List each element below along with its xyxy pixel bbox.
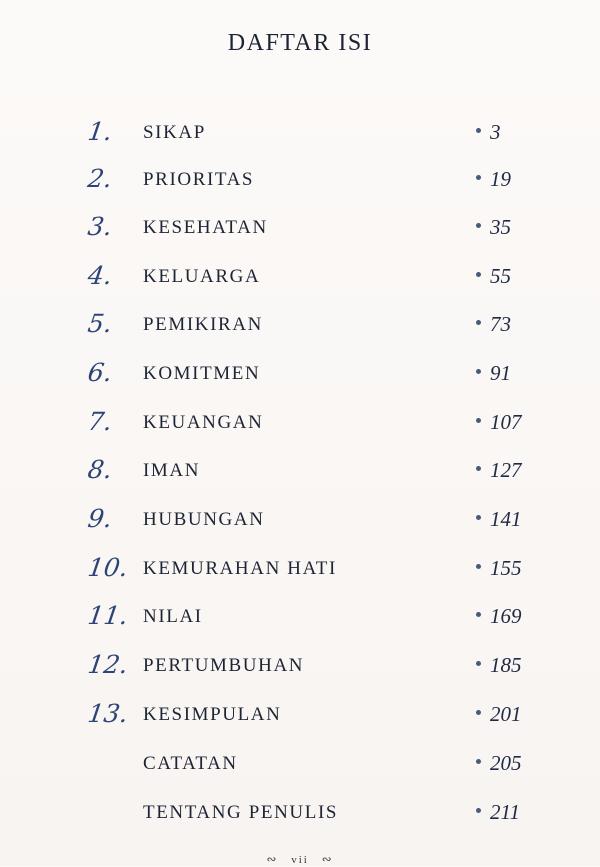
entry-label: KESEHATAN xyxy=(143,217,268,238)
entry-number: 5. xyxy=(86,309,114,338)
entry-page-number: 141 xyxy=(490,507,522,531)
toc-entry-8 xyxy=(0,454,600,494)
entry-number: 4. xyxy=(86,261,114,290)
toc-entry-tentang-penulis xyxy=(0,796,600,836)
entry-label: IMAN xyxy=(143,460,201,481)
bullet-dot-icon xyxy=(476,369,481,374)
toc-entry-5 xyxy=(0,308,600,348)
entry-page-number: 155 xyxy=(490,556,522,580)
entry-label: PERTUMBUHAN xyxy=(143,655,305,676)
toc-entry-2 xyxy=(0,163,600,203)
bullet-dot-icon xyxy=(476,564,481,569)
bullet-dot-icon xyxy=(476,710,481,715)
flourish-right-icon: ∾ xyxy=(321,852,334,866)
toc-entry-3 xyxy=(0,211,600,251)
toc-entry-11 xyxy=(0,600,600,640)
bullet-dot-icon xyxy=(476,808,481,813)
bullet-dot-icon xyxy=(476,223,481,228)
entry-page-number: 35 xyxy=(490,215,511,239)
entry-label: KOMITMEN xyxy=(143,363,261,384)
page-footer xyxy=(0,852,600,867)
toc-entry-7 xyxy=(0,406,600,446)
entry-label: KELUARGA xyxy=(143,266,261,287)
entry-page-number: 211 xyxy=(490,800,520,824)
entry-page-number: 201 xyxy=(490,702,522,726)
entry-number: 12. xyxy=(86,650,130,679)
toc-entry-12 xyxy=(0,649,600,689)
toc-entry-10 xyxy=(0,552,600,592)
toc-entry-catatan xyxy=(0,747,600,787)
toc-entry-1 xyxy=(0,116,600,156)
entry-label: HUBUNGAN xyxy=(143,509,265,530)
page-title: DAFTAR ISI xyxy=(227,30,373,56)
entry-page-number: 55 xyxy=(490,264,511,288)
entry-page-number: 19 xyxy=(490,167,511,191)
entry-label: PEMIKIRAN xyxy=(143,314,263,335)
entry-label: PRIORITAS xyxy=(143,169,255,190)
entry-label: KESIMPULAN xyxy=(143,704,282,725)
entry-page-number: 3 xyxy=(490,120,501,144)
entry-page-number: 107 xyxy=(490,410,522,434)
entry-number: 3. xyxy=(86,212,114,241)
entry-number: 10. xyxy=(86,553,130,582)
entry-page-number: 73 xyxy=(490,312,511,336)
entry-number: 1. xyxy=(86,117,114,146)
entry-number: 11. xyxy=(86,601,130,630)
bullet-dot-icon xyxy=(476,320,481,325)
entry-page-number: 185 xyxy=(490,653,522,677)
entry-number: 6. xyxy=(86,358,114,387)
toc-entry-9 xyxy=(0,503,600,543)
toc-entry-13 xyxy=(0,698,600,738)
entry-page-number: 169 xyxy=(490,604,522,628)
entry-number: 8. xyxy=(86,455,114,484)
entry-number: 13. xyxy=(86,699,130,728)
entry-label: TENTANG PENULIS xyxy=(143,802,339,823)
flourish-left-icon: ∾ xyxy=(266,852,279,866)
entry-page-number: 91 xyxy=(490,361,511,385)
entry-page-number: 127 xyxy=(490,458,522,482)
entry-label: CATATAN xyxy=(143,753,238,774)
entry-label: KEUANGAN xyxy=(143,412,264,433)
entry-label: KEMURAHAN HATI xyxy=(143,558,337,579)
toc-entry-4 xyxy=(0,260,600,300)
entry-page-number: 205 xyxy=(490,751,522,775)
bullet-dot-icon xyxy=(476,466,481,471)
bullet-dot-icon xyxy=(476,128,481,133)
toc-entry-6 xyxy=(0,357,600,397)
bullet-dot-icon xyxy=(476,175,481,180)
bullet-dot-icon xyxy=(476,661,481,666)
entry-number: 9. xyxy=(86,504,114,533)
entry-label: NILAI xyxy=(143,606,203,627)
bullet-dot-icon xyxy=(476,759,481,764)
entry-number: 2. xyxy=(86,164,114,193)
bullet-dot-icon xyxy=(476,612,481,617)
entry-number: 7. xyxy=(86,407,114,436)
bullet-dot-icon xyxy=(476,515,481,520)
footer-page-label: vii xyxy=(291,854,309,866)
entry-label: SIKAP xyxy=(143,122,206,143)
bullet-dot-icon xyxy=(476,272,481,277)
bullet-dot-icon xyxy=(476,418,481,423)
